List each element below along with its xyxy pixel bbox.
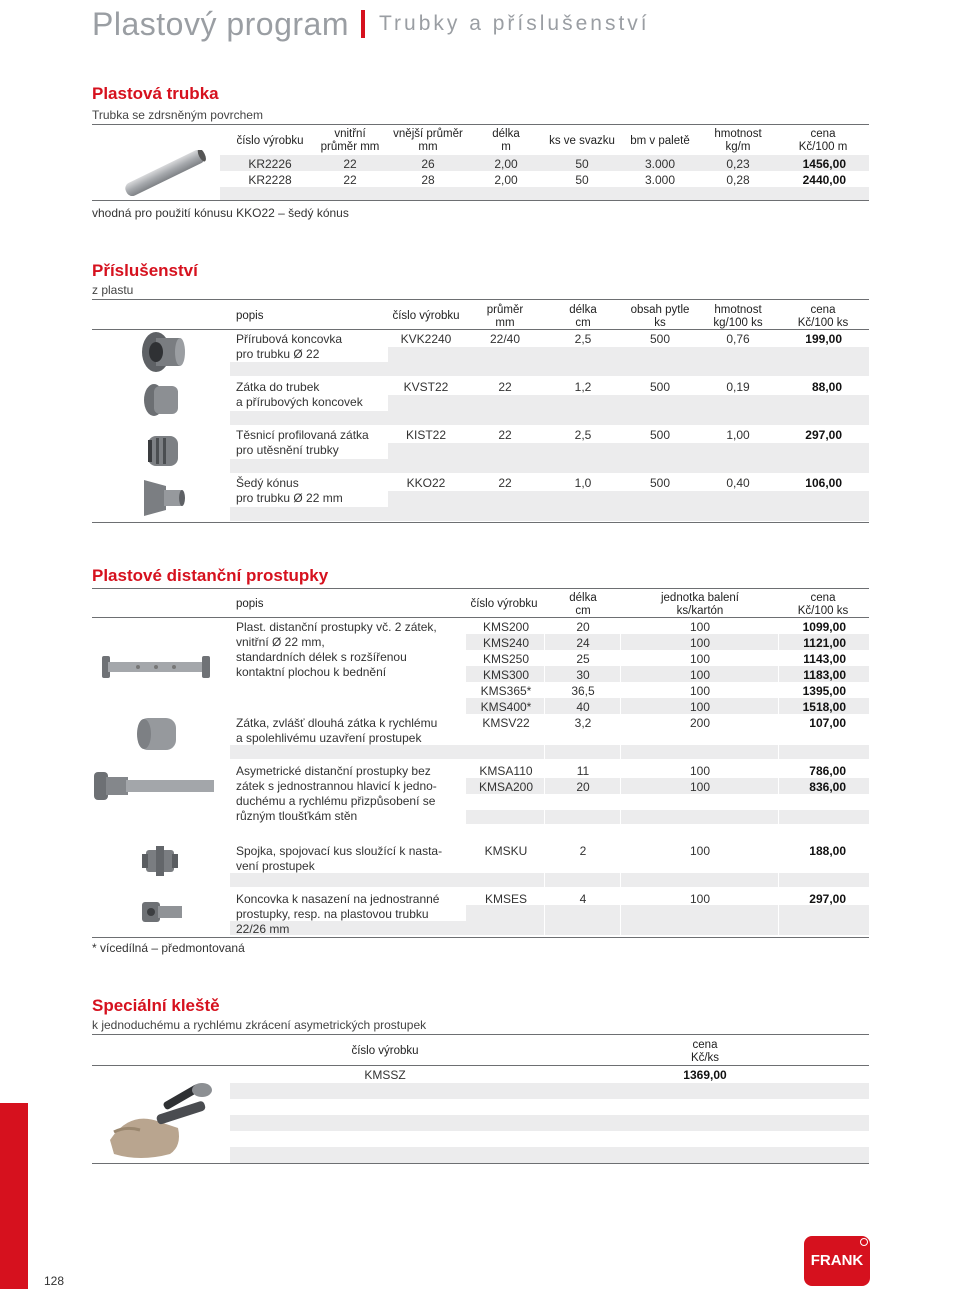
cell-weight: 0,28 [726, 173, 750, 187]
cell-len: 36,5 [571, 684, 595, 698]
cell-price: 199,00 [805, 332, 842, 346]
cell-price: 1369,00 [683, 1068, 727, 1082]
table-band [388, 491, 869, 507]
table-band [230, 1083, 869, 1099]
cell-code: KMSV22 [482, 716, 530, 730]
th-len-2: cm [575, 605, 591, 617]
cell-weight: 0,19 [726, 380, 750, 394]
title-main: Plastový program [92, 5, 349, 42]
pipe-note: vhodná pro použití kónusu KKO22 – šedý kónus [92, 206, 349, 220]
cell-pack: 100 [689, 844, 711, 858]
cell-diam: 22 [498, 476, 512, 490]
cell-code: KMS240 [482, 636, 530, 650]
cell-price: 106,00 [805, 476, 842, 490]
cell-price: 836,00 [809, 780, 846, 794]
desc-line: různým tloušťkám stěn [236, 809, 358, 823]
cell-price: 1518,00 [802, 700, 846, 714]
cell-pack: 100 [689, 668, 711, 682]
cell-code: KMS365* [480, 684, 532, 698]
cell-len: 11 [576, 764, 590, 778]
registered-icon [860, 1238, 868, 1246]
page-number: 128 [44, 1274, 65, 1288]
table-band [388, 395, 869, 411]
th-desc: popis [236, 310, 264, 322]
cell-code: KMS300 [482, 668, 530, 682]
cell-pallet: 3.000 [644, 173, 676, 187]
th-pallet: bm v paletě [630, 135, 690, 147]
cell-diam: 22/40 [489, 332, 521, 346]
table-rule [92, 1034, 869, 1035]
logo-text: FRANK [810, 1252, 864, 1269]
cell-price: 1143,00 [803, 652, 846, 666]
section-title-spacers: Plastové distanční prostupky [92, 566, 329, 585]
th-price-2: Kč/ks [690, 1052, 720, 1064]
table-band [466, 810, 869, 824]
cell-price: 1121,00 [803, 636, 846, 650]
cell-bag: 500 [649, 380, 671, 394]
cell-pack: 200 [689, 716, 711, 730]
cell-len: 1,2 [574, 380, 592, 394]
cell-weight: 0,76 [726, 332, 750, 346]
table-band [230, 745, 869, 759]
th-code: číslo výrobku [470, 598, 538, 610]
cell-bundle: 50 [575, 173, 589, 187]
cell-len: 4 [579, 892, 587, 906]
pliers-image [100, 1070, 230, 1162]
th-length-2: m [501, 141, 511, 153]
cell-code: KMSSZ [364, 1068, 406, 1082]
cell-price: 786,00 [809, 764, 846, 778]
th-diam-1: průměr [486, 304, 524, 316]
table-band [220, 187, 869, 200]
th-code: číslo výrobku [236, 135, 304, 147]
cell-inner: 22 [343, 157, 357, 171]
th-weight-2: kg/m [725, 141, 751, 153]
section-subtitle-pliers: k jednoduchému a rychlému zkrácení asymetrických prostupek [92, 1018, 427, 1032]
section-subtitle-accessories: z plastu [92, 283, 134, 297]
th-price-2: Kč/100 ks [797, 317, 849, 329]
plug-image [140, 380, 184, 420]
th-code: číslo výrobku [392, 310, 460, 322]
th-bag-1: obsah pytle [630, 304, 690, 316]
desc-line: Asymetrické distanční prostupky bez [236, 764, 431, 778]
th-outer-1: vnější průměr [393, 128, 463, 140]
cell-length: 2,00 [494, 173, 518, 187]
th-len-2: cm [575, 317, 591, 329]
cell-price: 1183,00 [803, 668, 846, 682]
cell-desc: pro trubku Ø 22 mm [236, 491, 343, 505]
cell-weight: 0,23 [726, 157, 750, 171]
desc-line: Plast. distanční prostupky vč. 2 zátek, [236, 620, 437, 634]
cell-len: 20 [576, 620, 590, 634]
cell-code: KMS250 [482, 652, 530, 666]
desc-line: zátek s jednostrannou hlavicí k jedno- [236, 779, 437, 793]
th-price-1: cena [810, 304, 836, 316]
th-bundle: ks ve svazku [549, 135, 615, 147]
pipe-image [120, 150, 210, 196]
cell-price: 2440,00 [802, 173, 846, 187]
th-outer-2: mm [418, 141, 438, 153]
table-band [230, 411, 869, 425]
th-length-1: délka [492, 128, 520, 140]
cell-code: KMS200 [482, 620, 530, 634]
cell-len: 30 [576, 668, 590, 682]
cell-len: 20 [576, 780, 590, 794]
table-rule [92, 299, 869, 300]
desc-line: vnitřní Ø 22 mm, [236, 635, 325, 649]
th-price-2: Kč/100 m [798, 141, 848, 153]
cell-price: 1395,00 [802, 684, 846, 698]
cell-bundle: 50 [575, 157, 589, 171]
th-bag-2: ks [654, 317, 666, 329]
cell-code: KMSA200 [478, 780, 534, 794]
cell-desc: Přírubová koncovka [236, 332, 343, 346]
cell-price: 1099,00 [802, 620, 846, 634]
th-pack-2: ks/kartón [676, 605, 724, 617]
table-rule [92, 522, 869, 523]
desc-line: standardních délek s rozšířenou [236, 650, 407, 664]
cell-len: 1,0 [574, 476, 592, 490]
table-band [230, 459, 869, 473]
flange-cap-image [136, 328, 186, 376]
cell-weight: 1,00 [726, 428, 750, 442]
th-weight-2: kg/100 ks [713, 317, 763, 329]
cell-price: 107,00 [809, 716, 846, 730]
cell-desc: Těsnicí profilovaná zátka [236, 428, 369, 442]
cell-code: KVST22 [403, 380, 449, 394]
cell-desc: Šedý kónus [236, 476, 299, 490]
cell-bag: 500 [649, 332, 671, 346]
desc-line: kontaktní plochou k bednění [236, 665, 387, 679]
cell-code: KMSES [484, 892, 527, 906]
cell-len: 25 [576, 652, 590, 666]
cell-weight: 0,40 [726, 476, 750, 490]
frank-logo [804, 1236, 870, 1286]
cell-pack: 100 [689, 684, 711, 698]
table-band [230, 1115, 869, 1131]
cell-outer: 26 [421, 157, 435, 171]
th-desc: popis [236, 598, 264, 610]
cell-desc: a přírubových koncovek [236, 395, 363, 409]
th-weight-1: hmotnost [714, 128, 762, 140]
cell-len: 24 [576, 636, 590, 650]
cell-price: 188,00 [809, 844, 846, 858]
footnote: * vícedílná – předmontovaná [92, 941, 245, 955]
table-band [230, 1147, 869, 1163]
table-rule [92, 937, 869, 938]
table-rule [92, 1163, 869, 1164]
cell-diam: 22 [498, 428, 512, 442]
desc-line: a spolehlivému uzavření prostupek [236, 731, 422, 745]
section-title-pipe: Plastová trubka [92, 84, 219, 103]
th-diam-2: mm [495, 317, 515, 329]
cell-outer: 28 [421, 173, 435, 187]
cell-pack: 100 [689, 652, 711, 666]
table-band [388, 347, 869, 362]
cell-length: 2,00 [494, 157, 518, 171]
cell-diam: 22 [498, 380, 512, 394]
asymmetric-spacer-image [92, 766, 218, 806]
table-band [230, 921, 869, 935]
cell-pack: 100 [689, 892, 711, 906]
cell-price: 297,00 [809, 892, 846, 906]
end-piece-image [140, 894, 184, 930]
cone-image [138, 476, 188, 520]
cell-len: 2,5 [574, 428, 592, 442]
cell-len: 40 [576, 700, 590, 714]
page-title [92, 4, 650, 44]
cell-code: KVK2240 [400, 332, 452, 346]
spacer-tube-image [98, 646, 216, 688]
cell-code: KR2228 [248, 173, 292, 187]
cell-code: KMS400* [480, 700, 532, 714]
table-band [230, 507, 869, 521]
cell-pack: 100 [689, 700, 711, 714]
title-sub: Trubky a příslušenství [378, 12, 650, 35]
th-price-2: Kč/100 ks [797, 605, 849, 617]
section-subtitle-pipe: Trubka se zdrsněným povrchem [92, 108, 263, 122]
cell-pack: 100 [689, 764, 711, 778]
cell-code: KIST22 [405, 428, 447, 442]
cell-desc: pro utěsnění trubky [236, 443, 339, 457]
cell-price: 88,00 [811, 380, 842, 394]
desc-line: 22/26 mm [236, 922, 290, 936]
coupling-image [140, 842, 180, 880]
desc-line: Koncovka k nasazení na jednostranné [236, 892, 440, 906]
th-price-1: cena [810, 128, 836, 140]
cell-price: 297,00 [805, 428, 842, 442]
th-price-1: cena [692, 1039, 718, 1051]
cell-pallet: 3.000 [644, 157, 676, 171]
cell-bag: 500 [649, 428, 671, 442]
th-inner-2: průměr mm [320, 141, 380, 153]
table-rule [92, 124, 869, 125]
table-rule [92, 588, 869, 589]
th-code: číslo výrobku [351, 1045, 419, 1057]
cell-price: 1456,00 [802, 157, 846, 171]
cell-desc: pro trubku Ø 22 [236, 347, 320, 361]
table-band [230, 873, 869, 887]
side-accent-bar [0, 1103, 28, 1289]
cell-code: KMSKU [484, 844, 528, 858]
desc-line: Spojka, spojovací kus sloužící k nasta- [236, 844, 443, 858]
cell-len: 3,2 [574, 716, 592, 730]
cell-pack: 100 [689, 636, 711, 650]
section-title-accessories: Příslušenství [92, 261, 198, 280]
cell-code: KMSA110 [479, 764, 533, 778]
sealing-plug-image [140, 430, 184, 472]
table-band [466, 905, 869, 921]
cell-inner: 22 [343, 173, 357, 187]
cell-bag: 500 [649, 476, 671, 490]
th-inner-1: vnitřní [334, 128, 366, 140]
table-rule [92, 200, 869, 201]
cell-code: KKO22 [406, 476, 446, 490]
cell-pack: 100 [689, 780, 711, 794]
desc-line: vení prostupek [236, 859, 315, 873]
desc-line: Zátka, zvlášť dlouhá zátka k rychlému [236, 716, 438, 730]
section-title-pliers: Speciální kleště [92, 996, 220, 1015]
cell-desc: Zátka do trubek [236, 380, 320, 394]
cell-code: KR2226 [248, 157, 292, 171]
cell-pack: 100 [689, 620, 711, 634]
column-separator [620, 618, 621, 937]
th-len-1: délka [569, 592, 597, 604]
th-pack-1: jednotka balení [660, 592, 739, 604]
th-weight-1: hmotnost [714, 304, 762, 316]
table-band [230, 362, 869, 376]
table-rule [92, 1065, 869, 1066]
cell-len: 2,5 [574, 332, 592, 346]
long-plug-image [132, 712, 182, 756]
title-separator [361, 10, 365, 38]
desc-line: prostupky, resp. na plastovou trubku [236, 907, 429, 921]
cell-len: 2 [579, 844, 587, 858]
th-price-1: cena [810, 592, 836, 604]
desc-line: duchému a rychlému přizpůsobení se [236, 794, 436, 808]
th-len-1: délka [569, 304, 597, 316]
table-band [388, 443, 869, 459]
